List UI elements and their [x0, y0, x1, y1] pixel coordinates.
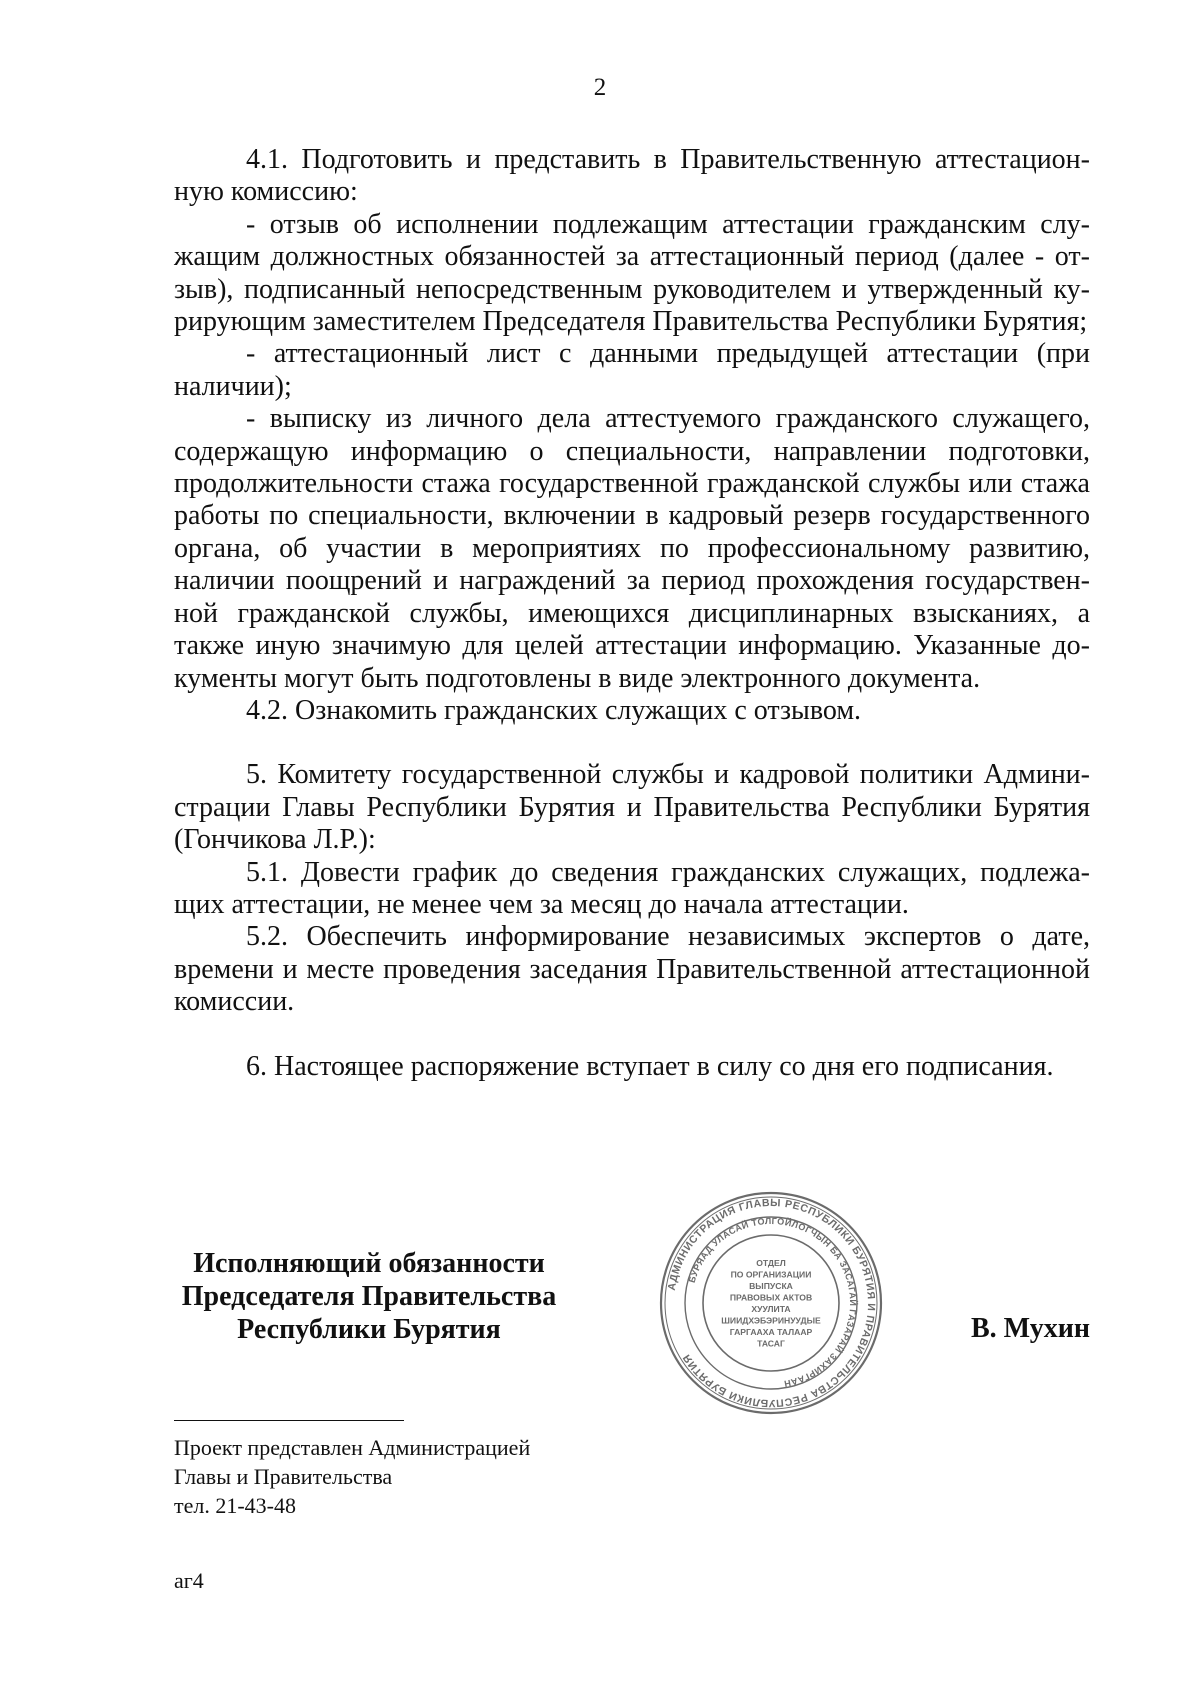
- paragraph-4-1-item-attestation-sheet: - аттестационный лист с данными предыдущей аттестации (при наличии);: [174, 338, 1090, 402]
- paragraph-4-2: 4.2. Ознакомить гражданских служащих с отзывом.: [246, 694, 862, 726]
- signatory-position: [176, 1247, 562, 1346]
- seal-center-line: ХУУЛИТА: [751, 1303, 791, 1314]
- paragraph-5: 5. Комитету государственной службы и кадровой политики Администрации Главы Республики Бурятия и Правительства Республики Бурятия (Гончикова Л.Р.):: [174, 759, 1090, 856]
- seal-center-line: ШИИДХЭБЭРИНУУДЫЕ: [721, 1315, 821, 1326]
- footnote-line: Главы и Правительства: [174, 1464, 393, 1489]
- seal-center-line: ВЫПУСКА: [749, 1280, 793, 1291]
- seal-center-line: ПРАВОВЫХ АКТОВ: [729, 1292, 813, 1303]
- paragraph-6: 6. Настоящее распоряжение вступает в силу со дня его подписания.: [246, 1050, 1054, 1082]
- footnote: [174, 1433, 530, 1520]
- seal-center-line: ПО ОРГАНИЗАЦИИ: [730, 1269, 812, 1280]
- paragraph-4-1: 4.1. Подготовить и представить в Правительственную аттестационную комиссию:: [174, 144, 1090, 208]
- signatory-name: В. Мухин: [971, 1313, 1090, 1344]
- official-seal-stamp: [658, 1190, 884, 1416]
- document-body: [174, 144, 1090, 1083]
- signatory-position-line: Председателя Правительства: [181, 1281, 557, 1312]
- paragraph-5-1: 5.1. Довести график до сведения гражданских служащих, подлежащих аттестации, не менее чем за месяц до начала аттестации.: [174, 856, 1090, 920]
- document-code: аг4: [174, 1568, 204, 1593]
- seal-center-line: ГАРГААХА ТАЛААР: [729, 1326, 813, 1337]
- footnote-line: Проект представлен Администрацией: [174, 1435, 531, 1460]
- seal-center-line: ОТДЕЛ: [756, 1257, 786, 1268]
- signatory-position-line: Республики Бурятия: [237, 1314, 501, 1345]
- paragraph-4-1-item-review: - отзыв об исполнении подлежащим аттестации гражданским служащим должностных обязанностей за аттестационный период (далее - отзыв), подписанный непосредственным руководителем и утвержденный курирующим заместителем Председателя Правительства Республики Бурятия;: [174, 208, 1090, 338]
- signatory-position-line: Исполняющий обязанности: [193, 1248, 545, 1279]
- paragraph-4-1-item-personal-file: - выписку из личного дела аттестуемого гражданского служащего, содержащую информацию о специальности, направлении подготовки, продолжительности стажа государственной гражданской службы или стажа работы по специальности, включении в кадровый резерв государственного органа, об участии в мероприятиях по профессиональному развитию, наличии поощрений и награждений за период прохождения государственной гражданской службы, имеющихся дисциплинарных взысканиях, а также иную значимую для целей аттестации информацию. Указанные документы могут быть подготовлены в виде электронного документа.: [174, 403, 1090, 694]
- page-number: 2: [593, 74, 607, 101]
- seal-center-text: [721, 1258, 821, 1349]
- seal-outer-text: АДМИНИСТРАЦИЯ ГЛАВЫ РЕСПУБЛИКИ БУРЯТИЯ И ПРАВИТЕЛЬСТВА РЕСПУБЛИКИ БУРЯТИЯ: [665, 1196, 878, 1410]
- seal-center-line: ТАСАГ: [757, 1338, 785, 1349]
- paragraph-5-2: 5.2. Обеспечить информирование независимых экспертов о дате, времени и месте проведения заседания Правительственной аттестационной комиссии.: [174, 921, 1090, 1018]
- footnote-divider: [174, 1420, 404, 1421]
- seal-inner-text: БУРЯАД УЛАСАЙ ТОЛГОЙЛОГЧЫН БА ЗАСАГАЙ ГАЗАРАЙ ЗАХИРГААН: [686, 1215, 859, 1389]
- footnote-phone: тел. 21-43-48: [174, 1493, 297, 1518]
- signature-block: [0, 1247, 1200, 1367]
